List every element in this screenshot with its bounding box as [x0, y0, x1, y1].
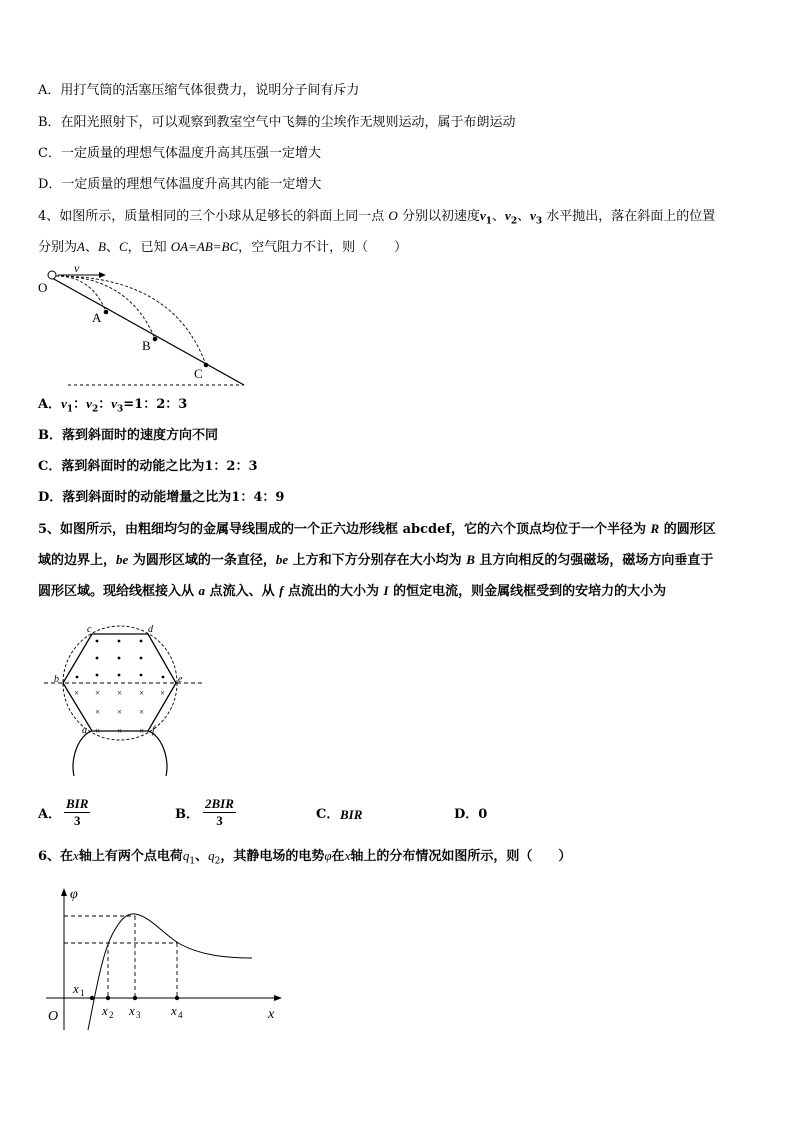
- vertex-d-label: d: [148, 624, 153, 635]
- svg-text:x: x: [102, 1003, 108, 1018]
- q4-option-c: C．落到斜面时的动能之比为1：2：3: [38, 459, 258, 474]
- svg-text:×: ×: [95, 688, 101, 698]
- svg-text:x: x: [171, 1003, 177, 1018]
- q4-incline-figure: [34, 262, 254, 392]
- lead-wire-f: [148, 731, 167, 776]
- q5-option-a-fraction: BIR 3: [66, 796, 89, 828]
- label-b: B: [142, 338, 151, 353]
- vertex-e-label: e: [178, 674, 183, 685]
- point-c: [204, 363, 209, 368]
- incline-line: [52, 278, 244, 385]
- velocity-label: v: [74, 262, 80, 275]
- x-axis-arrowhead: [274, 995, 282, 1001]
- svg-text:×: ×: [117, 726, 123, 736]
- field-dots-out: [76, 640, 165, 679]
- svg-text:×: ×: [117, 688, 123, 698]
- label-x1: [72, 981, 85, 998]
- phi-axis-arrowhead: [61, 888, 67, 896]
- svg-text:×: ×: [117, 707, 123, 717]
- point-x1: [90, 996, 94, 1000]
- label-x4: [170, 1003, 183, 1020]
- vertex-a-label: a: [82, 725, 87, 736]
- svg-text:×: ×: [139, 688, 145, 698]
- svg-text:×: ×: [160, 688, 166, 698]
- q4-option-b: B．落到斜面时的速度方向不同: [38, 428, 218, 443]
- q4-option-d: D．落到斜面时的动能增量之比为1：4：9: [38, 490, 285, 505]
- velocity-arrowhead: [99, 272, 106, 278]
- svg-text:x: x: [129, 1003, 135, 1018]
- svg-text:×: ×: [95, 707, 101, 717]
- q3-option-c: C．一定质量的理想气体温度升高其压强一定增大: [38, 146, 321, 161]
- label-x3: [128, 1003, 141, 1020]
- svg-text:x: x: [73, 981, 79, 996]
- svg-text:×: ×: [139, 707, 145, 717]
- q3-option-b: B．在阳光照射下，可以观察到教室空气中飞舞的尘埃作无规则运动，属于布朗运动: [38, 115, 516, 130]
- vertex-c-label: c: [87, 624, 92, 635]
- svg-text:2: 2: [109, 1010, 114, 1020]
- q5-stem-line3: 圆形区域。现给线框接入从 a 点流入、从 f 点流出的大小为 I 的恒定电流，则金属线框受到的安培力的大小为: [38, 583, 667, 599]
- point-x2: [106, 996, 110, 1000]
- svg-text:1: 1: [80, 988, 85, 998]
- q3-option-a: A．用打气筒的活塞压缩气体很费力，说明分子间有斥力: [38, 83, 360, 98]
- phi-label: φ: [70, 887, 78, 902]
- label-x2: [101, 1003, 114, 1020]
- q6-stem: 6、在x轴上有两个点电荷$q_1$、$q_2$，其静电场的电势φ在x轴上的分布情况如图所示，则（ ）: [38, 848, 572, 867]
- svg-text:3: 3: [136, 1010, 141, 1020]
- svg-text:4: 4: [178, 1010, 183, 1020]
- ball-icon: [48, 271, 56, 279]
- point-x3: [133, 996, 137, 1000]
- q5-stem-line1: 5、如图所示，由粗细均匀的金属导线围成的一个正六边形线框 abcdef，它的六个顶点均位于一个半径为 R 的圆形区: [38, 521, 716, 537]
- x-axis-label: x: [268, 1007, 275, 1022]
- q4-stem-line2: 分别为A、B、C，已知 OA=AB=BC，空气阻力不计，则（ ）: [38, 239, 408, 255]
- label-o: O: [38, 280, 48, 295]
- q4-option-a: A．$v_1$：$v_2$：$v_3=1$：2：3: [38, 396, 188, 415]
- q3-option-d: D．一定质量的理想气体温度升高其内能一定增大: [38, 177, 322, 192]
- point-b: [153, 337, 158, 342]
- svg-text:×: ×: [139, 726, 145, 736]
- vertex-f-label: f: [152, 725, 155, 736]
- point-a: [104, 310, 109, 315]
- origin-label: O: [48, 1009, 59, 1024]
- q5-option-b-fraction: 2BIR 3: [205, 796, 234, 828]
- q5-stem-line2: 域的边界上，be 为圆形区域的一条直径，be 上方和下方分别存在大小均为 B 且方向相反的匀强磁场，磁场方向垂直于: [38, 552, 714, 568]
- lead-wire-a: [73, 731, 92, 776]
- q5-hexagon-figure: [40, 620, 210, 780]
- point-x4: [175, 996, 179, 1000]
- label-a: A: [92, 310, 102, 325]
- vertex-b-label: b: [54, 674, 59, 685]
- svg-text:×: ×: [74, 688, 80, 698]
- svg-text:×: ×: [95, 726, 101, 736]
- q4-stem-line1: 4、如图所示，质量相同的三个小球从足够长的斜面上同一点 O 分别以初速度$v_1$、$v_2$、$v_3$ 水平抛出，落在斜面上的位置: [38, 208, 716, 227]
- q6-potential-graph: [40, 880, 290, 1040]
- label-c: C: [194, 366, 203, 381]
